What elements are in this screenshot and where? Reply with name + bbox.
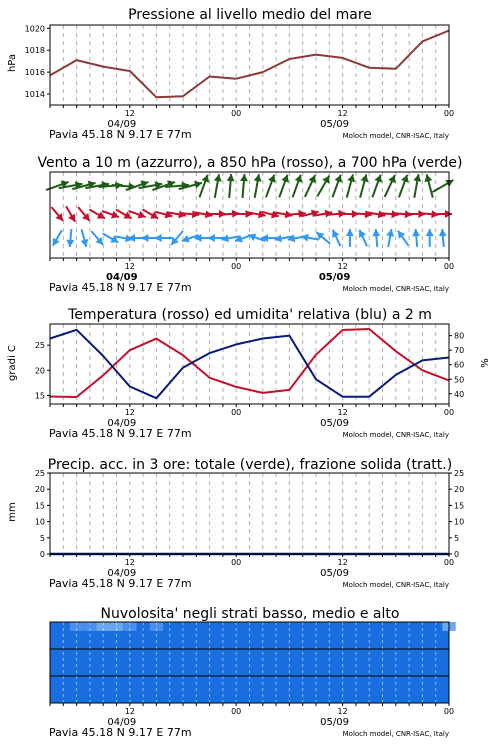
temperature-y-tick-label: 25: [34, 341, 45, 351]
temperature-chart-title: Temperatura (rosso) ed umidita' relativa (blu) a 2 m: [68, 307, 432, 323]
precip-y2-tick-label: 15: [454, 501, 465, 511]
cloud-chart-title: Nuvolosita' negli strati basso, medio e alto: [100, 606, 400, 622]
credit-label: Moloch model, CNR-ISAC, Italy: [342, 730, 449, 738]
wind-arrowhead-wind700: [425, 174, 433, 182]
precip-y2-tick-label: 10: [454, 517, 465, 527]
wind-arrowhead-wind10: [141, 234, 148, 242]
location-label: Pavia 45.18 N 9.17 E 77m: [49, 427, 192, 440]
temperature-y-tick-label: 20: [34, 366, 45, 376]
x-tick-label: 12: [124, 109, 135, 118]
wind-arrowhead-wind700: [101, 181, 109, 189]
x-tick-label: 12: [337, 408, 348, 417]
x-tick-label: 00: [231, 707, 242, 716]
location-label: Pavia 45.18 N 9.17 E 77m: [49, 281, 192, 294]
x-tick-label: 00: [443, 262, 455, 271]
x-tick-label: 00: [443, 558, 455, 567]
precip-y2-tick-label: 0: [454, 550, 460, 559]
wind-arrowhead-wind850: [365, 210, 372, 218]
wind-arrowhead-wind10: [81, 239, 89, 247]
precip-y-tick-label: 25: [34, 469, 45, 478]
precip-y-tick-label: 20: [34, 485, 45, 495]
wind-arrowhead-wind700: [214, 174, 222, 182]
pressure-y-tick-label: 1014: [24, 90, 45, 100]
wind-arrowhead-wind10: [412, 229, 420, 236]
wind-arrowhead-wind850: [192, 210, 199, 218]
credit-label: Moloch model, CNR-ISAC, Italy: [342, 132, 449, 140]
humidity-ylabel: %: [480, 358, 491, 368]
day-label: 05/09: [320, 568, 350, 579]
day-label: 04/09: [106, 272, 138, 283]
x-tick-label: 12: [124, 707, 135, 716]
wind-arrowhead-wind700: [227, 174, 235, 181]
humidity-y-tick-label: 70: [454, 346, 465, 356]
day-label: 04/09: [107, 568, 137, 579]
wind-arrowhead-wind10: [66, 240, 74, 247]
x-tick-label: 12: [124, 408, 135, 417]
humidity-y-tick-label: 40: [454, 389, 465, 399]
location-label: Pavia 45.18 N 9.17 E 77m: [49, 128, 192, 141]
pressure-chart-title: Pressione al livello medio del mare: [128, 7, 372, 23]
precip-y-tick-label: 5: [39, 533, 45, 543]
x-tick-label: 00: [443, 109, 455, 118]
wind-arrowhead-wind700: [254, 174, 262, 182]
pressure-line: [50, 31, 449, 98]
precip-y2-tick-label: 25: [454, 469, 465, 478]
temperature-ylabel: gradi C: [7, 345, 18, 381]
x-tick-label: 12: [337, 262, 348, 271]
credit-label: Moloch model, CNR-ISAC, Italy: [342, 285, 449, 293]
x-tick-label: 12: [337, 707, 348, 716]
day-label: 05/09: [320, 418, 350, 429]
x-tick-label: 12: [337, 109, 348, 118]
x-tick-label: 12: [124, 558, 135, 567]
wind-arrowhead-wind10: [426, 229, 434, 236]
day-label: 05/09: [320, 119, 350, 130]
pressure-ylabel: hPa: [7, 53, 18, 73]
temperature-y-tick-label: 15: [34, 391, 45, 401]
x-tick-label: 00: [231, 408, 242, 417]
x-tick-label: 12: [124, 262, 135, 271]
wind-arrowhead-wind10: [386, 229, 394, 237]
wind-arrowhead-wind10: [372, 229, 380, 236]
humidity-y-tick-label: 60: [454, 360, 465, 370]
x-tick-label: 00: [443, 408, 455, 417]
pressure-y-tick-label: 1018: [24, 46, 45, 56]
humidity-y-tick-label: 50: [454, 375, 465, 385]
credit-label: Moloch model, CNR-ISAC, Italy: [342, 431, 449, 439]
day-label: 05/09: [320, 717, 350, 728]
credit-label: Moloch model, CNR-ISAC, Italy: [342, 581, 449, 589]
location-label: Pavia 45.18 N 9.17 E 77m: [49, 577, 192, 590]
wind-arrowhead-wind10: [439, 229, 447, 236]
day-label: 05/09: [318, 272, 351, 283]
x-tick-label: 00: [443, 707, 455, 716]
wind-arrowhead-wind10: [155, 234, 162, 242]
wind-arrowhead-wind700: [413, 174, 421, 182]
wind-arrowhead-wind10: [346, 229, 354, 236]
x-tick-label: 00: [231, 262, 242, 271]
precip-chart-title: Precip. acc. in 3 ore: totale (verde), frazione solida (tratt.): [47, 457, 453, 473]
x-tick-label: 00: [231, 109, 242, 118]
precip-y-tick-label: 10: [34, 517, 45, 527]
precip-y-tick-label: 15: [34, 501, 45, 511]
wind-arrowhead-wind700: [347, 174, 355, 182]
precip-ylabel: mm: [7, 502, 18, 522]
wind-arrowhead-wind10: [208, 234, 215, 242]
day-label: 04/09: [107, 119, 137, 130]
pressure-y-tick-label: 1016: [24, 68, 45, 78]
wind-arrowhead-wind700: [240, 174, 248, 181]
day-label: 04/09: [107, 418, 137, 429]
wind-arrowhead-wind700: [361, 174, 369, 182]
precip-y2-tick-label: 20: [454, 485, 465, 495]
x-tick-label: 00: [231, 558, 242, 567]
pressure-y-tick-label: 1020: [24, 24, 45, 34]
precip-y2-tick-label: 5: [454, 533, 460, 543]
x-tick-label: 12: [337, 558, 348, 567]
wind-chart-title: Vento a 10 m (azzurro), a 850 hPa (rosso), a 700 hPa (verde): [37, 155, 463, 171]
day-label: 04/09: [107, 717, 137, 728]
precip-y-tick-label: 0: [39, 550, 45, 559]
humidity-y-tick-label: 80: [454, 331, 465, 341]
location-label: Pavia 45.18 N 9.17 E 77m: [49, 726, 192, 739]
wind-arrowhead-wind700: [194, 181, 202, 189]
